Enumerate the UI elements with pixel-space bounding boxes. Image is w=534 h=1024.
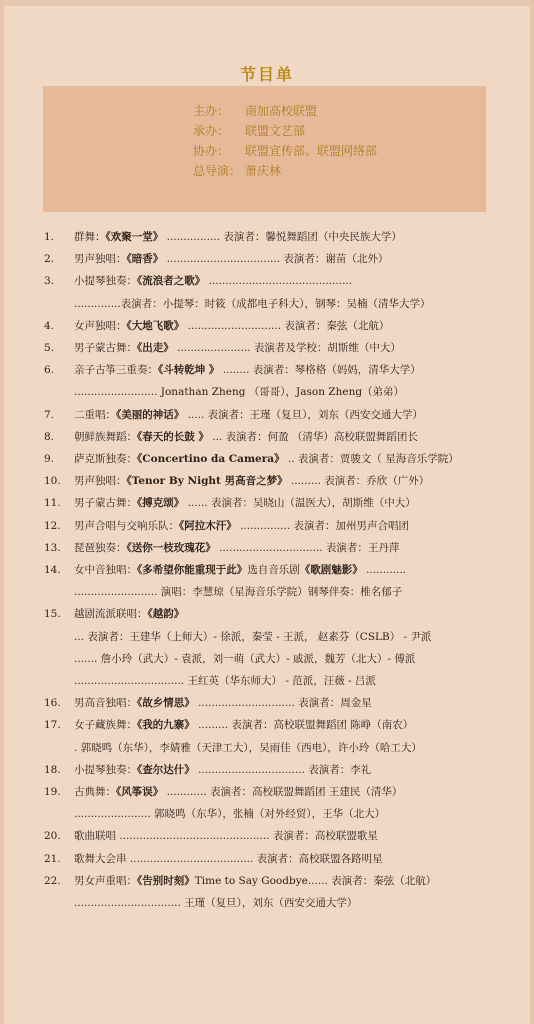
program-item [0,871,534,891]
program-title: 《搏克颂》 [137,497,185,510]
organizer-label: 主办： [193,104,230,118]
program-continuation-line [0,649,534,669]
program-number: 20. [44,830,61,843]
program-continuation-text: ......................... 演唱：李慧琼（星海音乐学院）钢琴伴奏：椎名郁子 [74,586,403,599]
program-title: 《我的九寨》 [137,719,195,732]
program-performer-text: ...... 表演者：吴晓山（温医大），胡斯维（中大） [184,497,416,510]
program-performer-text: ........ 表演者：琴格格（妈妈，清华大学） [219,364,421,377]
program-continuation-line [0,671,534,691]
program-performer-text: ................ 表演者：馨悦舞蹈团（中央民族大学） [163,231,402,243]
program-title: 《查尔达什》 [137,763,195,776]
program-title: 《风筝误》 [116,786,164,798]
program-entry [74,405,423,425]
program-performer-text: ............ [362,564,407,576]
program-genre: 男声合唱与交响乐队： [74,519,179,532]
program-genre: 女声独唱： [74,319,127,332]
program-performer-text: ...................... 表演者及学校：胡斯维（中大） [173,342,401,354]
program-entry [74,360,421,380]
program-title: 《多希望你能重现于此》 [137,564,248,576]
program-item [0,493,534,513]
program-item [0,516,534,536]
program-title: 《歌剧魅影》 [299,564,363,576]
program-item [0,271,534,291]
program-performer-text: ............................. 表演者：周金星 [194,697,372,710]
program-number: 4. [44,319,55,332]
program-title: 《流浪者之歌》 [137,275,206,288]
program-entry [74,826,378,846]
program-item [0,560,534,580]
program-title: 《Tenor By Night 男高音之梦》 [126,475,288,488]
program-continuation-text: ....... 詹小玲（武大）- 袁派，刘一萌（武大）- 戚派，魏芳（北大）- 傅派 [74,652,416,665]
organizer-label: 总导演： [193,164,242,178]
program-entry [74,427,418,447]
program-entry [74,249,388,269]
program-entry [74,316,389,336]
program-genre: 男声独唱： [74,253,127,266]
program-continuation-text: ....................... 郭晓鸣（东华），张楠（对外经贸），王华（北大） [74,808,386,821]
program-performer-text: ..................................... 表演者：高校联盟各路明星 [126,852,383,865]
organizer-value: 南加高校联盟 [245,104,318,118]
program-entry [74,338,401,358]
program-number: 17. [44,719,61,732]
organizers-box [43,86,486,212]
program-number: 18. [44,763,61,776]
program-title: 《大地飞歌》 [126,319,185,332]
program-performer-text: ............................... 表演者：王丹萍 [215,541,400,554]
program-entry [74,693,372,713]
program-item [0,693,534,713]
program-performer-text: 选自音乐剧 [247,564,300,576]
program-title: 《斗转乾坤 》 [158,364,220,377]
program-item [0,405,534,425]
program-entry [74,271,352,291]
program-title: 《送你一枝玫瑰花》 [126,541,216,554]
program-item [0,449,534,469]
program-continuation-text: . 郭晓鸣（东华），李婧雅（天津工大），吴雨佳（西电），许小玲（哈工大） [74,741,422,754]
program-genre: 男子蒙古舞： [74,497,137,510]
program-genre: 亲子古筝三重奏： [74,364,158,377]
program-performer-text: ............ 表演者：高校联盟舞蹈团 王建民（清华） [163,786,403,798]
program-performer-text: ... 表演者：何盈 （清华）高校联盟舞蹈团长 [208,430,418,443]
program-performer-text: ............... 表演者：加州男声合唱团 [236,519,409,532]
program-genre: 男子蒙古舞： [74,342,137,354]
program-genre: 琵琶独奏： [74,541,127,554]
page-top-edge [0,0,534,6]
program-genre: 歌舞大会串 [74,852,127,865]
program-title: 《出走》 [137,342,174,354]
program-entry [74,227,402,247]
program-continuation-line [0,804,534,824]
program-entry [74,493,416,513]
program-number: 22. [44,874,61,887]
program-number: 11. [44,497,61,510]
program-entry [74,449,459,469]
program-number: 14. [44,564,61,576]
program-title: 《故乡情思》 [137,697,195,710]
program-number: 19. [44,786,61,798]
program-number: 1. [44,231,55,243]
program-continuation-line [0,893,534,913]
program-genre: 歌曲联唱 [74,830,116,843]
organizer-value: 联盟宣传部、联盟网络部 [245,144,378,158]
program-genre: 群舞： [74,231,106,243]
program-performer-text: ........................................... [205,275,353,288]
program-item [0,538,534,558]
program-genre: 男高音独唱： [74,697,137,710]
program-item [0,782,534,802]
program-number: 9. [44,453,55,465]
program-entry [74,849,383,869]
organizer-label: 协办： [193,144,230,158]
organizer-value: 萧庆林 [245,164,282,178]
program-title: 《越韵》 [147,608,185,621]
program-entry [74,871,436,891]
program-number: 16. [44,697,61,710]
program-genre: 越剧流派联唱： [74,608,148,621]
program-item [0,849,534,869]
program-number: 8. [44,430,55,443]
program-item [0,249,534,269]
program-genre: 萨克斯独奏： [74,453,137,465]
program-genre: 男女声重唱： [74,874,137,887]
program-number: 12. [44,519,61,532]
organizer-label: 承办： [193,124,230,138]
program-number: 21. [44,852,61,865]
program-entry [74,782,402,802]
program-title: 《Concertino da Camera》 [137,453,285,465]
program-continuation-text: ..............表演者：小提琴：时筱（成都电子科大），钢琴：吴楠（清华大学） [74,297,431,310]
program-continuation-text: ... 表演者：王建华（上师大）- 徐派，秦莹 - 王派， 赵素芬（CSLB） - 尹派 [74,630,432,643]
program-item [0,826,534,846]
program-continuation-line [0,582,534,602]
organizer-host [193,102,317,119]
program-title: 《阿拉木汗》 [179,519,237,532]
program-item [0,715,534,735]
program-performer-text: ............................................. 表演者：高校联盟歌星 [116,830,378,843]
program-performer-text: Time to Say Goodbye...... 表演者：秦弦（北航） [194,874,437,887]
program-continuation-text: ................................. 王红英（华东师大） - 范派，汪薇 - 吕派 [74,675,376,687]
program-genre: 小提琴独奏： [74,275,137,288]
program-continuation-text: ......................... Jonathan Zheng （哥哥），Jason Zheng（弟弟） [74,386,405,399]
program-number: 10. [44,475,61,488]
program-genre: 二重唱： [74,408,116,421]
program-title: 《欢聚一堂》 [105,231,164,243]
program-number: 13. [44,541,61,554]
program-performer-text: .................................. 表演者：谢苗（北外） [163,253,389,266]
program-entry [74,760,371,780]
program-performer-text: ............................ 表演者：秦弦（北航） [184,319,390,332]
program-genre: 古典舞： [74,786,116,798]
organizer-undertaker [193,122,305,139]
program-item [0,316,534,336]
program-number: 6. [44,364,55,377]
page-title: 节目单 [239,65,294,84]
program-entry [74,471,429,491]
program-item [0,427,534,447]
program-title: 《春天的长鼓 》 [137,430,209,443]
program-item [0,338,534,358]
program-entry [74,715,413,735]
program-title: 《告别时刻》 [137,874,195,887]
program-item [0,760,534,780]
program-performer-text: ..... 表演者：王瑾（复旦），刘东（西安交通大学） [184,408,423,421]
organizer-co-host [193,142,377,159]
program-entry [74,538,399,558]
program-continuation-line [0,627,534,647]
program-item [0,360,534,380]
program-number: 3. [44,275,55,288]
program-performer-text: ................................ 表演者：李礼 [194,763,372,776]
program-performer-text: ......... 表演者：高校联盟舞蹈团 陈峥（南农） [194,719,414,732]
program-continuation-line [0,738,534,758]
program-title: 《美丽的神话》 [116,408,185,421]
program-genre: 男声独唱： [74,475,127,488]
program-item [0,227,534,247]
program-entry [74,604,184,624]
program-entry [74,516,409,536]
program-item [0,471,534,491]
organizer-director [193,162,281,179]
program-genre: 小提琴独奏： [74,763,137,776]
program-genre: 女中音独唱： [74,564,137,576]
organizer-value: 联盟文艺部 [245,124,306,138]
program-genre: 女子藏族舞： [74,719,137,732]
program-number: 5. [44,342,55,354]
program-item [0,604,534,624]
program-continuation-text: ................................ 王瑾（复旦），刘东（西安交通大学） [74,897,358,909]
program-entry [74,560,406,580]
program-number: 7. [44,408,55,421]
program-genre: 朝鲜族舞蹈： [74,430,137,443]
program-performer-text: .. 表演者：贾骏文（ 星海音乐学院） [284,453,459,465]
program-continuation-line [0,294,534,314]
program-number: 15. [44,608,61,621]
program-number: 2. [44,253,55,266]
program-performer-text: ......... 表演者：乔欣（广外） [287,475,430,488]
program-title: 《暗香》 [126,253,164,266]
program-continuation-line [0,382,534,402]
